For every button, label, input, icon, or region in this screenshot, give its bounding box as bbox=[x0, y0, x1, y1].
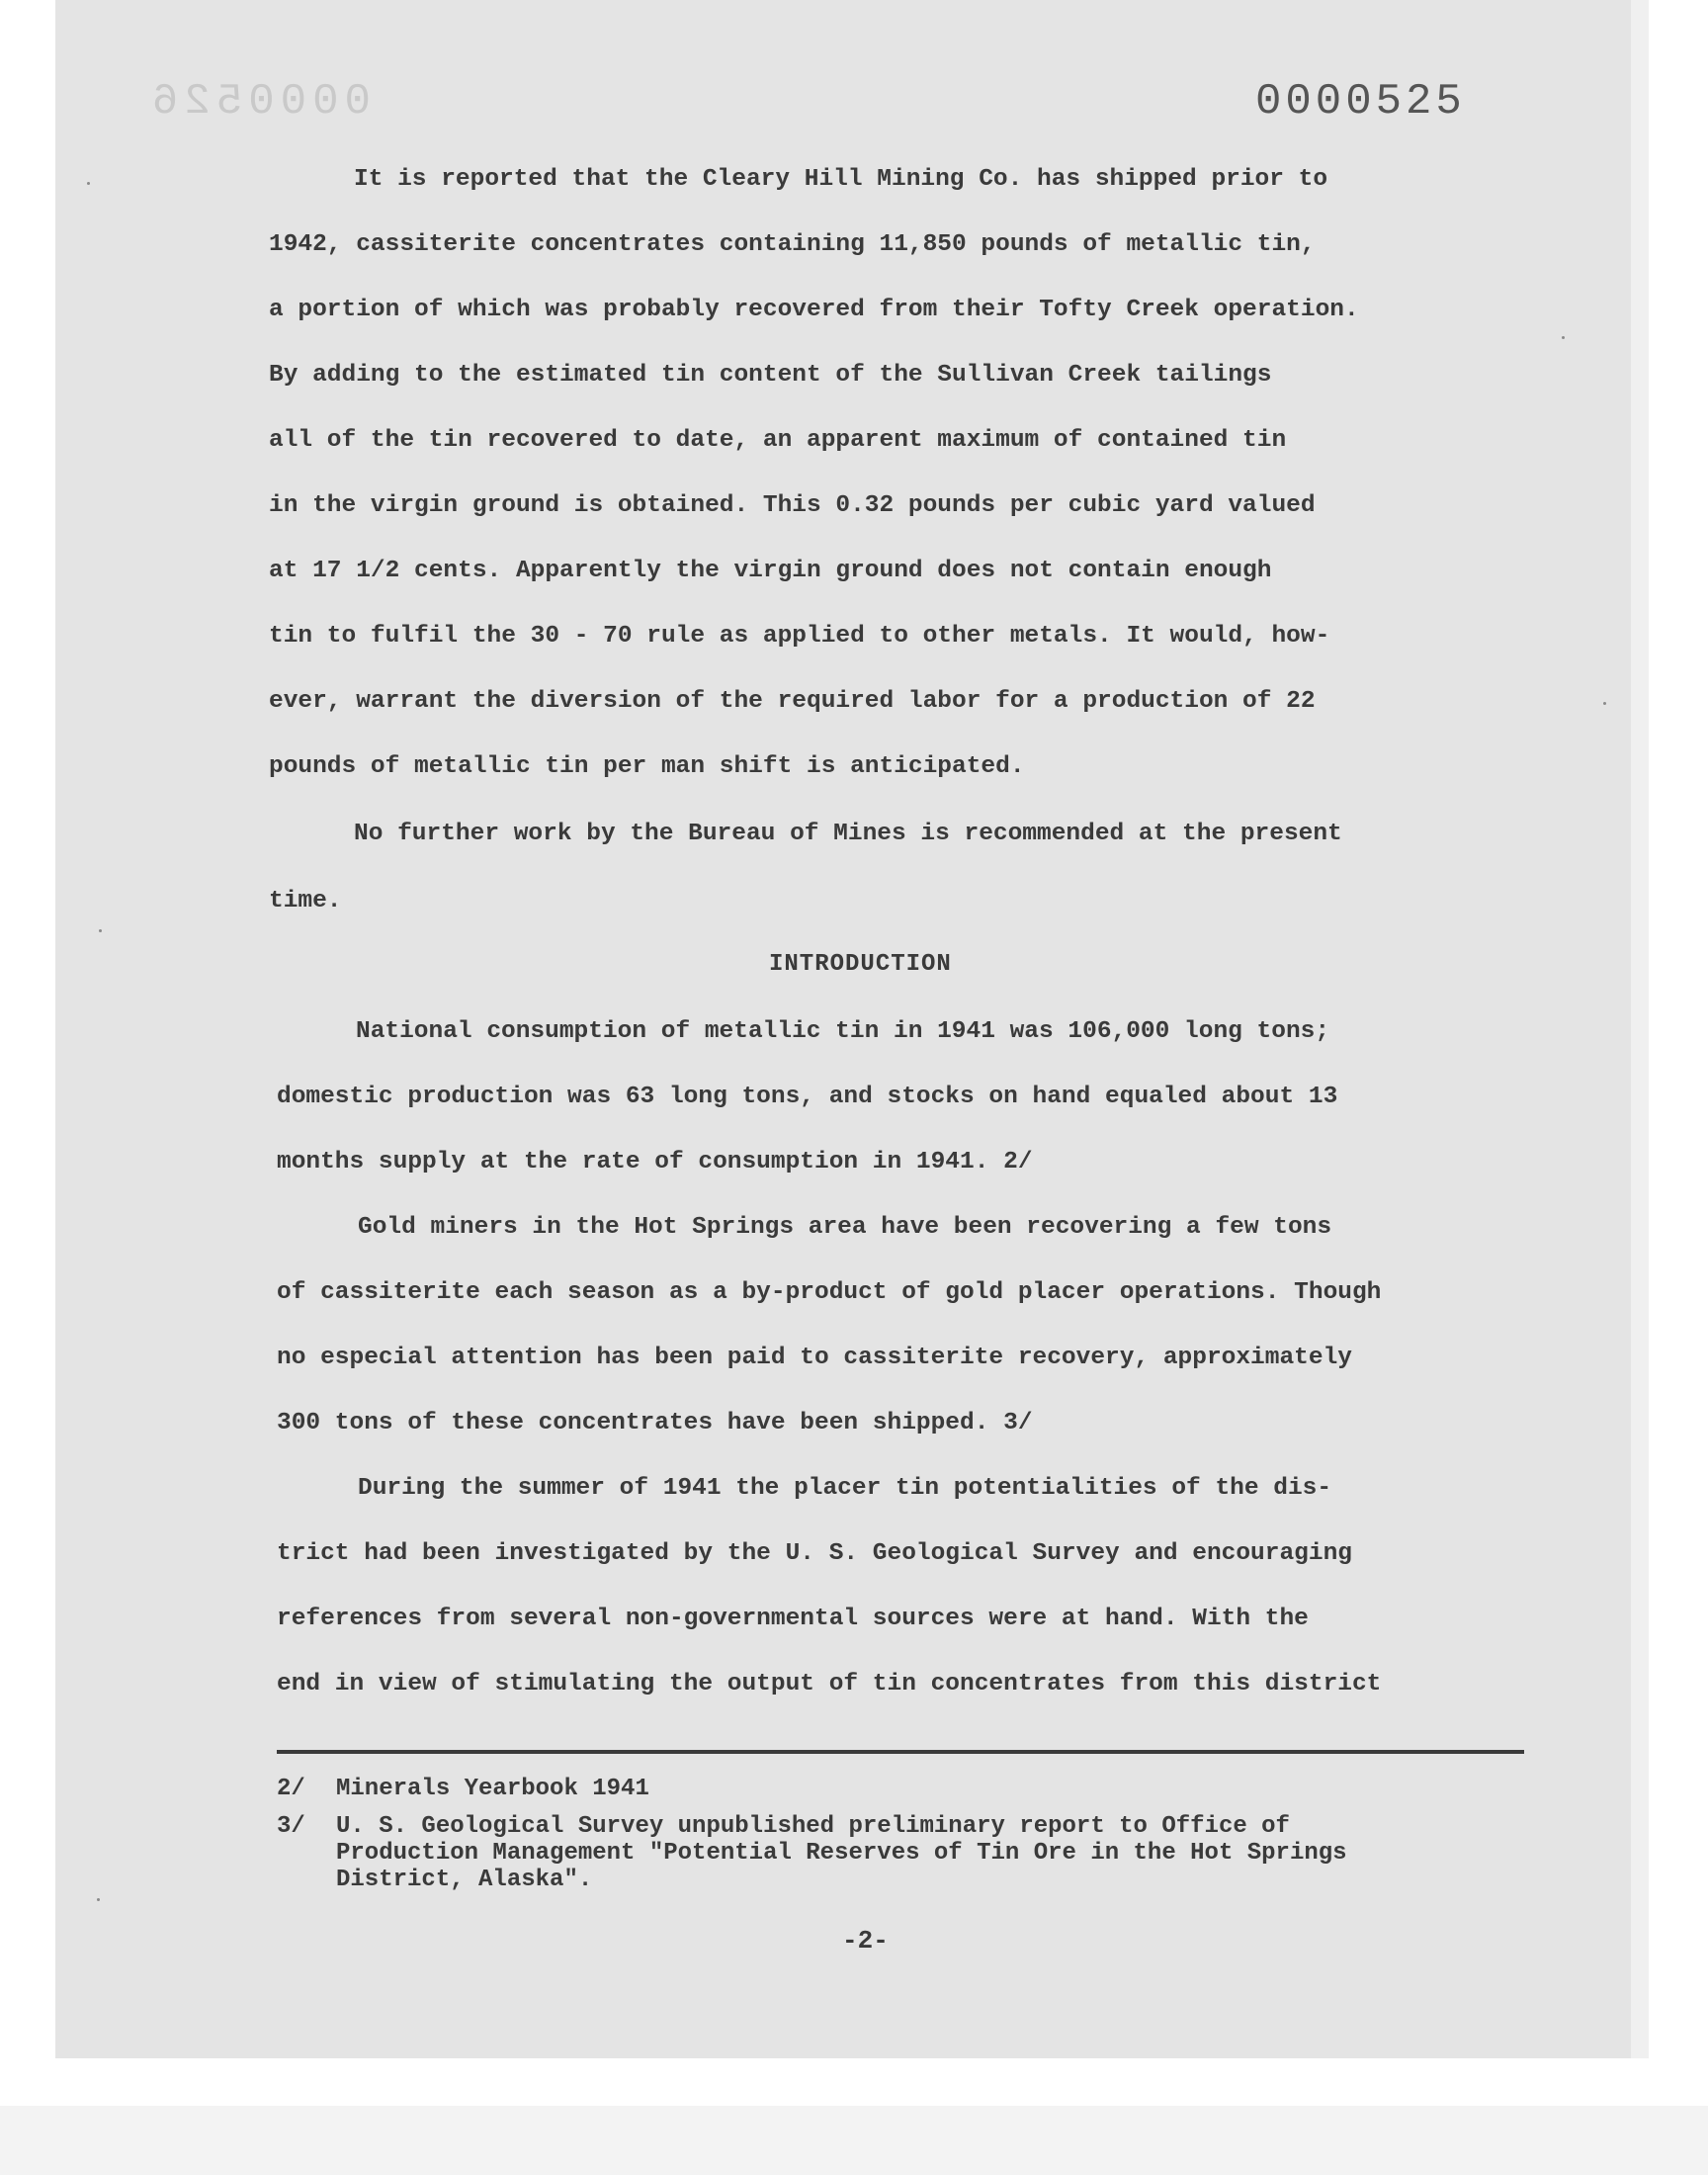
text-line: time. bbox=[269, 888, 342, 914]
scanner-bottom-band bbox=[0, 2106, 1708, 2175]
text-line: of cassiterite each season as a by-product of gold placer operations. Though bbox=[277, 1279, 1382, 1306]
scan-speck bbox=[99, 929, 102, 932]
scan-speck bbox=[97, 1898, 100, 1901]
scan-speck bbox=[87, 182, 90, 185]
footnote-marker: 2/ bbox=[277, 1776, 305, 1802]
text-line: end in view of stimulating the output of tin concentrates from this district bbox=[277, 1671, 1382, 1697]
text-line: 300 tons of these concentrates have been shipped. 3/ bbox=[277, 1410, 1033, 1436]
scan-speck bbox=[1562, 336, 1565, 339]
text-line: pounds of metallic tin per man shift is anticipated. bbox=[269, 753, 1025, 780]
section-heading: INTRODUCTION bbox=[769, 951, 952, 978]
scan-speck bbox=[1603, 702, 1606, 705]
text-line: domestic production was 63 long tons, and stocks on hand equaled about 13 bbox=[277, 1084, 1338, 1110]
text-line: National consumption of metallic tin in 1941 was 106,000 long tons; bbox=[356, 1018, 1330, 1045]
footnote-text: U. S. Geological Survey unpublished preliminary report to Office of bbox=[336, 1813, 1290, 1840]
text-line: tin to fulfil the 30 - 70 rule as applied to other metals. It would, how- bbox=[269, 623, 1330, 650]
text-line: references from several non-governmental sources were at hand. With the bbox=[277, 1606, 1309, 1632]
footnote-text: Minerals Yearbook 1941 bbox=[336, 1776, 649, 1802]
text-line: a portion of which was probably recovered from their Tofty Creek operation. bbox=[269, 297, 1359, 323]
footnote-text: District, Alaska". bbox=[336, 1867, 593, 1893]
footnote bbox=[277, 1813, 1290, 1840]
document-number: 0000525 bbox=[1255, 77, 1466, 127]
scan-edge bbox=[1631, 0, 1649, 2058]
footnote-text: Production Management "Potential Reserves of Tin Ore in the Hot Springs bbox=[336, 1840, 1347, 1867]
page-number: -2- bbox=[842, 1926, 889, 1956]
footnote-marker: 3/ bbox=[277, 1813, 305, 1840]
text-line: in the virgin ground is obtained. This 0.32 pounds per cubic yard valued bbox=[269, 492, 1316, 519]
text-line: No further work by the Bureau of Mines is recommended at the present bbox=[354, 821, 1342, 847]
text-line: all of the tin recovered to date, an apparent maximum of contained tin bbox=[269, 427, 1287, 454]
text-line: By adding to the estimated tin content of the Sullivan Creek tailings bbox=[269, 362, 1272, 389]
text-line: trict had been investigated by the U. S. Geological Survey and encouraging bbox=[277, 1540, 1352, 1567]
text-line: months supply at the rate of consumption in 1941. 2/ bbox=[277, 1149, 1033, 1175]
text-line: Gold miners in the Hot Springs area have been recovering a few tons bbox=[358, 1214, 1332, 1241]
bleed-through-stamp: 0000526 bbox=[146, 77, 371, 127]
text-line: During the summer of 1941 the placer tin potentialities of the dis- bbox=[358, 1475, 1332, 1502]
footnote-divider bbox=[277, 1750, 1524, 1754]
text-line: 1942, cassiterite concentrates containing 11,850 pounds of metallic tin, bbox=[269, 231, 1316, 258]
text-line: no especial attention has been paid to cassiterite recovery, approximately bbox=[277, 1345, 1352, 1371]
text-line: at 17 1/2 cents. Apparently the virgin ground does not contain enough bbox=[269, 558, 1272, 584]
text-line: It is reported that the Cleary Hill Mining Co. has shipped prior to bbox=[354, 166, 1328, 193]
text-line: ever, warrant the diversion of the required labor for a production of 22 bbox=[269, 688, 1316, 715]
footnote bbox=[277, 1776, 649, 1802]
